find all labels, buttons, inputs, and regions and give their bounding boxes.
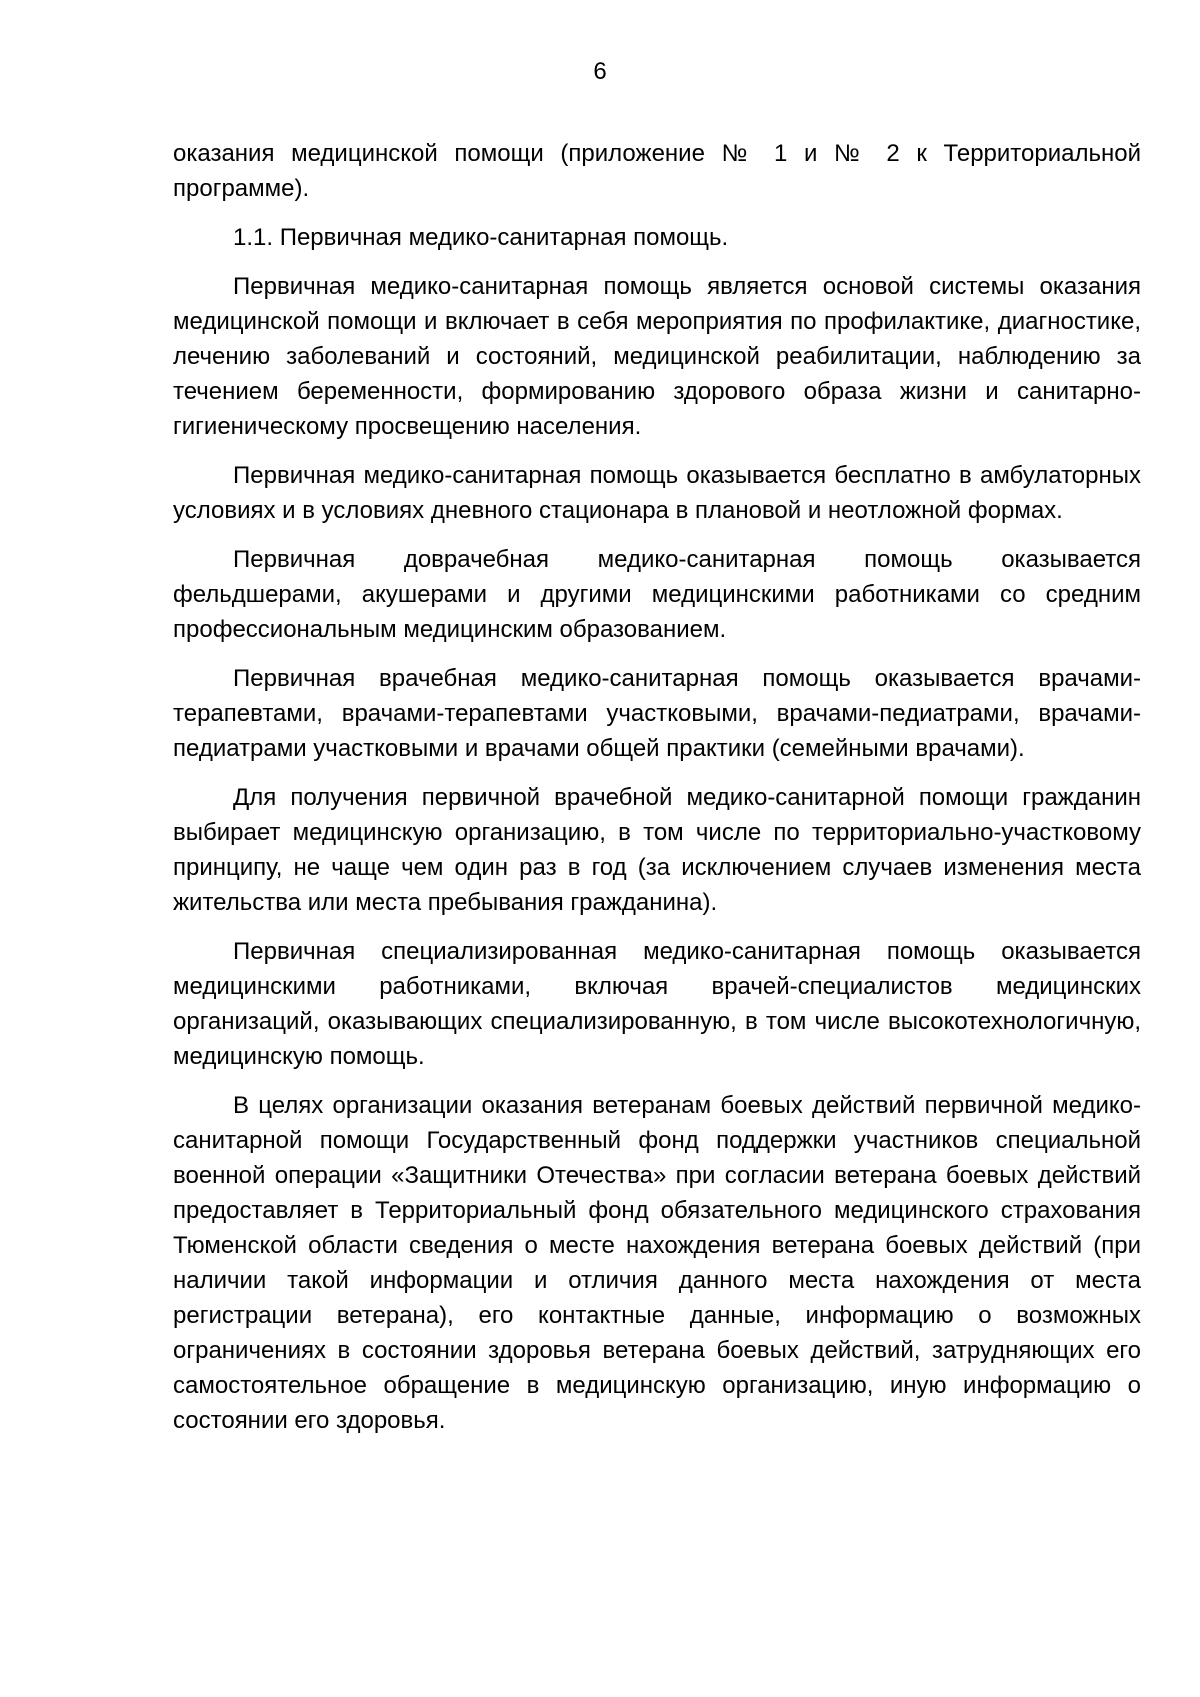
paragraph-definition: Первичная медико-санитарная помощь является основой системы оказания медицинской помощи и включает в себя мероприятия по профилактике, диагностике, лечению заболеваний и состояний, медицинской реабилитации, наблюдению за течением беременности, формированию здорового образа жизни и санитарно-гигиеническому просвещению населения. [173,273,1141,440]
document-body [173,136,1141,1452]
paragraph-medical-care-physicians: Первичная врачебная медико-санитарная помощь оказывается врачами-терапевтами, врачами-терапевтами участковыми, врачами-педиатрами, врачами-педиатрами участковыми и врачами общей практики (семейными врачами). [173,665,1141,762]
paragraph-continuation: оказания медицинской помощи (приложение № 1 и № 2 к Территориальной программе). [173,140,1141,202]
paragraph-free-of-charge: Первичная медико-санитарная помощь оказывается бесплатно в амбулаторных условиях и в условиях дневного стационара в плановой и неотложной формах. [173,462,1141,524]
paragraph-choice-of-organization: Для получения первичной врачебной медико-санитарной помощи гражданин выбирает медицинскую организацию, в том числе по территориально-участковому принципу, не чаще чем один раз в год (за исключением случаев изменения места жительства или места пребывания гражданина). [173,784,1141,916]
page-number: 6 [593,58,607,85]
paragraph-veterans-care: В целях организации оказания ветеранам боевых действий первичной медико-санитарной помощи Государственный фонд поддержки участников специальной военной операции «Защитники Отечества» при согласии ветерана боевых действий предоставляет в Территориальный фонд обязательного медицинского страхования Тюменской области сведения о месте нахождения ветерана боевых действий (при наличии такой информации и отличия данного места нахождения от места регистрации ветерана), его контактные данные, информацию о возможных ограничениях в состоянии здоровья ветерана боевых действий, затрудняющих его самостоятельное обращение в медицинскую организацию, иную информацию о состоянии его здоровья. [173,1092,1141,1434]
paragraph-pre-medical-care: Первичная доврачебная медико-санитарная помощь оказывается фельдшерами, акушерами и другими медицинскими работниками со средним профессиональным медицинским образованием. [173,546,1141,643]
section-heading-1-1: 1.1. Первичная медико-санитарная помощь. [233,224,729,251]
paragraph-specialized-care: Первичная специализированная медико-санитарная помощь оказывается медицинскими работниками, включая врачей-специалистов медицинских организаций, оказывающих специализированную, в том числе высокотехнологичную, медицинскую помощь. [173,938,1141,1070]
